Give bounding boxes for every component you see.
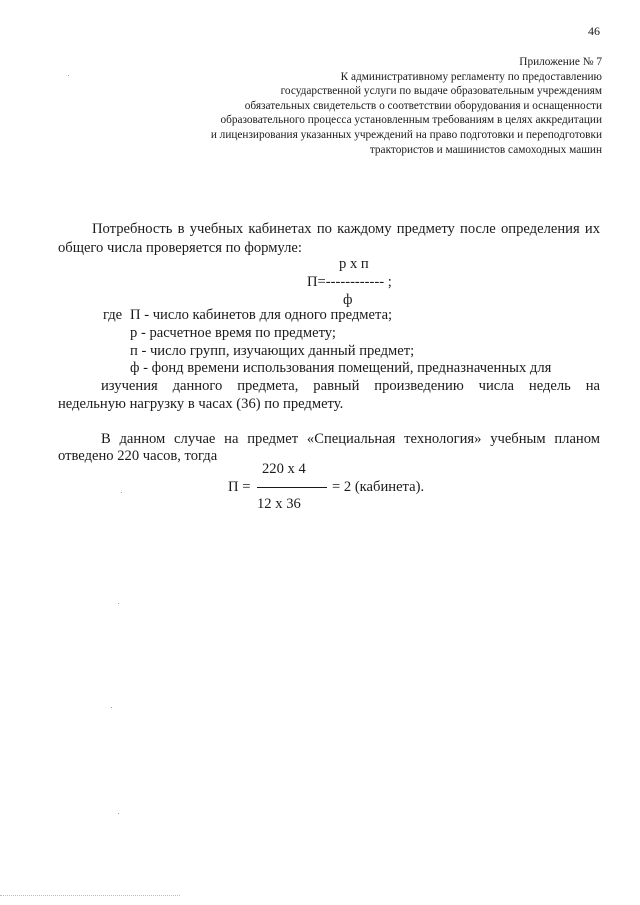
intro-paragraph-line: общего числа проверяется по формуле: — [58, 240, 302, 256]
scan-speck — [118, 813, 119, 814]
definition-item: п - число групп, изучающих данный предмет; — [130, 343, 415, 359]
definitions-where: где — [103, 307, 123, 323]
appendix-header — [142, 55, 602, 157]
formula1-denominator: ф — [343, 292, 353, 308]
formula2-numerator: 220 х 4 — [262, 461, 306, 477]
formula2-left: П = — [228, 479, 251, 495]
example-paragraph-line: В данном случае на предмет «Специальная технология» учебным планом — [101, 431, 600, 447]
definition-item: П - число кабинетов для одного предмета; — [130, 307, 393, 323]
formula1-numerator: р х п — [339, 256, 369, 272]
formula2-result: = 2 (кабинета). — [332, 479, 425, 495]
intro-paragraph-line: Потребность в учебных кабинетах по каждому предмету после определения их — [92, 221, 600, 237]
appendix-line: и лицензирования указанных учреждений на право подготовки и переподготовки — [210, 128, 602, 141]
appendix-line: обязательных свидетельств о соответствии оборудования и оснащенности — [244, 99, 602, 112]
definition-continuation: изучения данного предмета, равный произведению числа недель на — [101, 378, 600, 394]
scan-speck — [121, 492, 122, 493]
appendix-line: образовательного процесса установленным требованиям в целях аккредитации — [220, 114, 602, 127]
example-paragraph-line: отведено 220 часов, тогда — [58, 448, 218, 464]
page-number: 46 — [588, 24, 600, 38]
definition-item: р - расчетное время по предмету; — [130, 325, 336, 341]
formula2-fraction-bar — [257, 487, 327, 488]
appendix-title: Приложение № 7 — [519, 56, 602, 68]
appendix-line: государственной услуги по выдаче образовательным учреждениям — [280, 85, 602, 98]
definition-item: ф - фонд времени использования помещений, предназначенных для — [130, 360, 552, 376]
appendix-line: трактористов и машинистов самоходных машин — [369, 143, 602, 156]
scan-edge-line — [0, 895, 180, 896]
scan-speck — [111, 707, 112, 708]
scan-speck — [118, 603, 119, 604]
formula2-denominator: 12 х 36 — [257, 496, 301, 512]
scan-speck — [68, 75, 69, 76]
formula1-fraction: П=------------ ; — [307, 274, 392, 290]
definition-continuation: недельную нагрузку в часах (36) по предмету. — [58, 396, 344, 412]
appendix-line: К административному регламенту по предоставлению — [340, 70, 602, 83]
